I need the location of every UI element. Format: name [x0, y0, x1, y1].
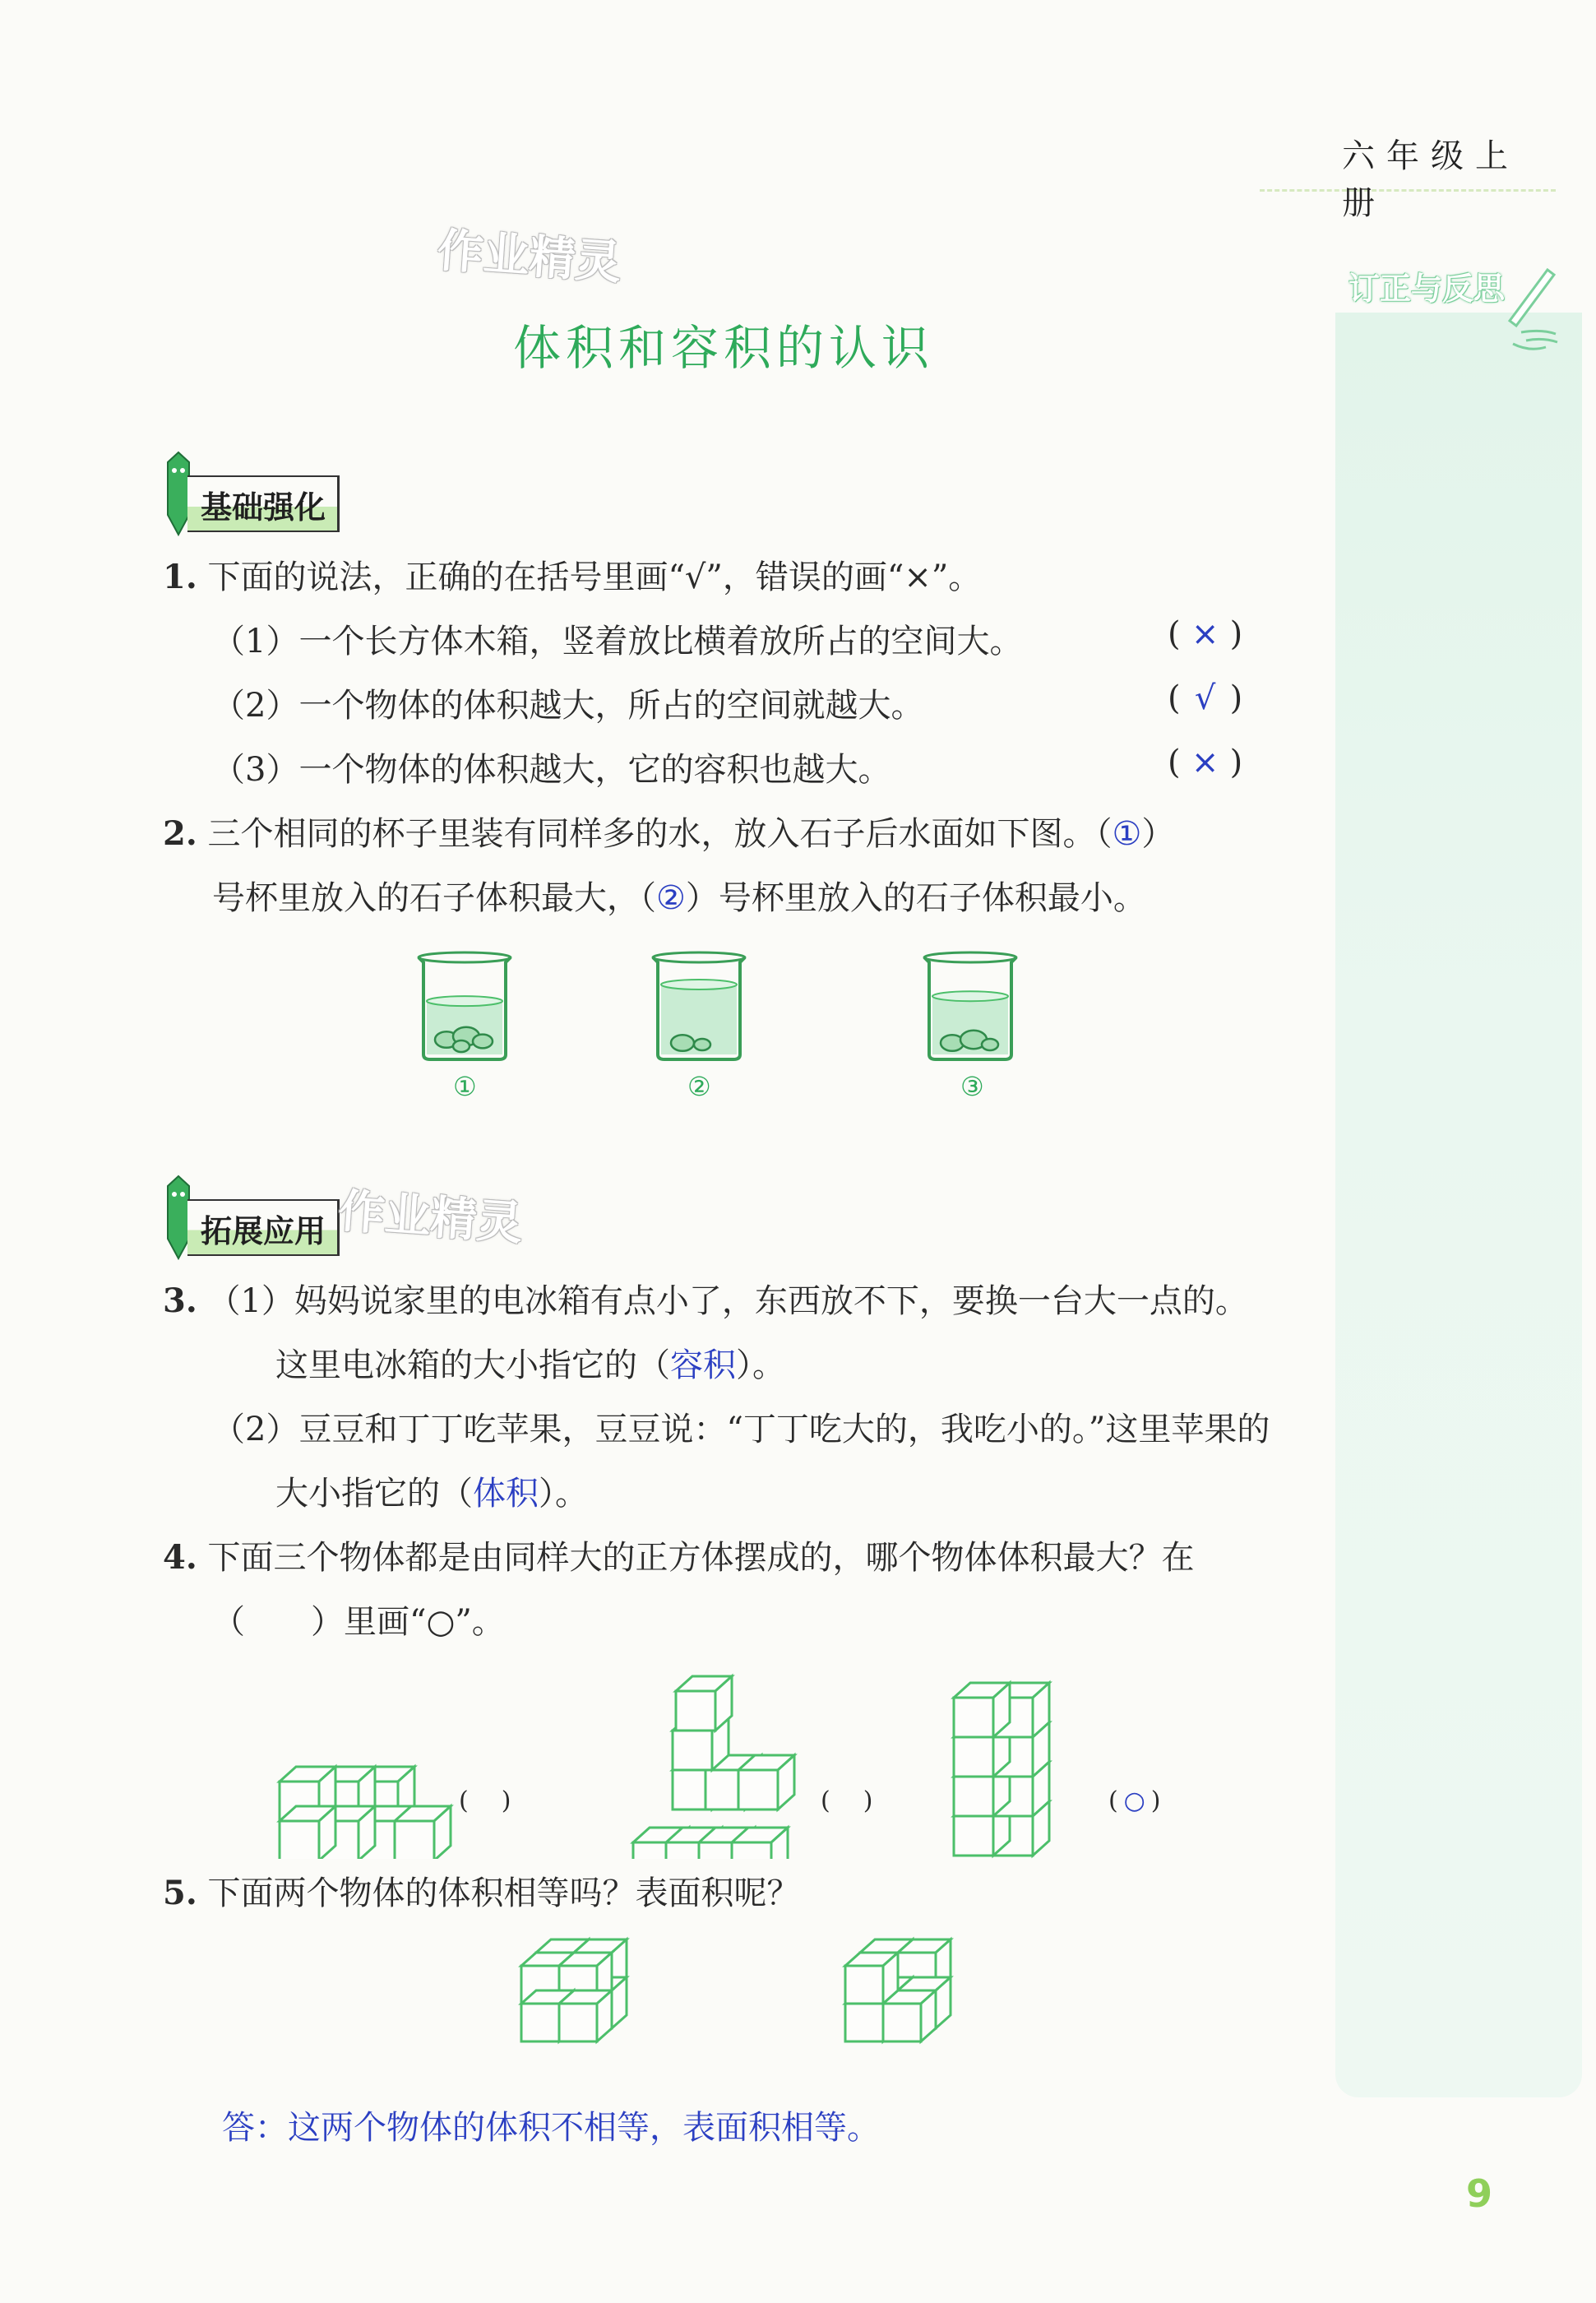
- stack2-cube: [738, 1755, 794, 1810]
- q2-text-1-end: ）: [1141, 815, 1175, 853]
- section-extend-label: 拓展应用: [187, 1199, 340, 1256]
- q4-text: 下面三个物体都是由同样大的正方体摆成的，哪个物体体积最大？在: [207, 1539, 1195, 1577]
- water-surface: [427, 996, 502, 1006]
- cup-label-1: ①: [453, 1071, 477, 1102]
- q5-answer: 答：这两个物体的体积不相等，表面积相等。: [222, 2109, 880, 2147]
- q5-text: 下面两个物体的体积相等吗？表面积呢？: [207, 1874, 800, 1912]
- q4-answer-1-parens: ( ): [459, 1786, 511, 1815]
- stack1-cube: [280, 1806, 335, 1859]
- q3-answer-2: 体积: [473, 1475, 539, 1513]
- cube-stacks-figure: [271, 1661, 1217, 1859]
- q1-text: 下面的说法，正确的在括号里画“√”，错误的画“×”。: [207, 558, 982, 596]
- q4-line-1: [163, 1531, 1194, 1578]
- stone: [694, 1039, 710, 1050]
- q1-number: 1.: [163, 558, 197, 596]
- beaker-3: [924, 952, 1016, 1059]
- q3-line-3: （2）豆豆和丁丁吃苹果，豆豆说：“丁丁吃大的，我吃小的。”这里苹果的: [212, 1411, 1270, 1448]
- stone: [453, 1040, 470, 1052]
- q5-cubes-figure: [493, 1933, 1003, 2089]
- section-basic-label: 基础强化: [187, 475, 340, 532]
- q1-item-2: （2）一个物体的体积越大，所占的空间就越大。: [212, 687, 924, 725]
- stack3-cube: [954, 1683, 1010, 1737]
- stone: [473, 1035, 493, 1049]
- watermark: 作业精灵: [435, 224, 623, 290]
- beakers-svg: [411, 946, 1036, 1069]
- beaker-rim: [653, 952, 745, 962]
- cup-label-2: ②: [687, 1071, 711, 1102]
- stack1-cube: [395, 1806, 451, 1859]
- correction-sidebar: [1335, 313, 1582, 2097]
- watermark: 作业精灵: [336, 1184, 525, 1251]
- section-basic: [164, 467, 411, 526]
- q2-text-1: 三个相同的杯子里装有同样多的水，放入石子后水面如下图。（: [207, 815, 1113, 853]
- q2-answer-2: ②: [656, 879, 686, 917]
- grade-header: [1260, 122, 1560, 222]
- beaker-1: [419, 952, 511, 1059]
- stone: [671, 1035, 694, 1051]
- q1-answer-1-parens: ( × ): [1168, 615, 1243, 653]
- q3-part1-text: （1）妈妈说家里的电冰箱有点小了，东西放不下，要换一台大一点的。: [207, 1282, 1248, 1320]
- beaker-rim: [419, 952, 511, 962]
- beaker-2: [653, 952, 745, 1059]
- q1-answer-2: √: [1194, 679, 1216, 717]
- q1-answer-2-parens: ( √ ): [1168, 679, 1243, 717]
- q2-number: 2.: [163, 814, 197, 853]
- correction-label: 订正与反思: [1349, 271, 1506, 307]
- q5-line: [163, 1867, 799, 1914]
- q3-part2-end: ）。: [539, 1475, 588, 1513]
- pen-icon: [1505, 262, 1562, 352]
- q4-line-2: （ ）里画“○”。: [212, 1603, 505, 1641]
- water-surface: [932, 991, 1008, 1001]
- q1-prompt: [163, 551, 981, 598]
- stack2-cube: [676, 1676, 732, 1731]
- q3-part2-text-b: 大小指它的（: [275, 1475, 473, 1513]
- q3-line-1: [163, 1275, 1248, 1322]
- q4-number: 4.: [163, 1538, 197, 1577]
- page-title: 体积和容积的认识: [512, 320, 934, 376]
- cup-label-3: ③: [960, 1071, 984, 1102]
- q3-number: 3.: [163, 1281, 197, 1320]
- q3-line-4: [275, 1467, 588, 1514]
- stone: [982, 1039, 998, 1050]
- q3-answer-1: 容积: [670, 1346, 736, 1384]
- beaker-figure: [411, 946, 1036, 1110]
- beaker-rim: [924, 952, 1016, 962]
- page-number: 9: [1466, 2171, 1493, 2216]
- q2-text-2b: ）号杯里放入的石子体积最小。: [685, 879, 1146, 917]
- q1-answer-3: ×: [1191, 744, 1219, 781]
- water-surface: [661, 980, 737, 989]
- q4-answer-3: ○: [1123, 1786, 1145, 1815]
- q3-part1-end: ）。: [736, 1346, 785, 1384]
- q4-answer-2-parens: ( ): [821, 1786, 873, 1815]
- q1-item-3: （3）一个物体的体积越大，它的容积也越大。: [212, 751, 891, 789]
- q2-line-2: [212, 872, 1146, 919]
- q2-line-1: [163, 808, 1174, 855]
- q5-left-front-cube: [559, 1990, 612, 2041]
- q5-number: 5.: [163, 1874, 197, 1912]
- q1-answer-3-parens: ( × ): [1168, 744, 1243, 781]
- q5-right-front-cube: [845, 1953, 898, 2004]
- q1-answer-1: ×: [1191, 615, 1219, 653]
- q3-part1-text-b: 这里电冰箱的大小指它的（: [275, 1346, 670, 1384]
- q3-line-2: [275, 1339, 785, 1386]
- q2-answer-1: ①: [1112, 815, 1142, 853]
- q2-text-2a: 号杯里放入的石子体积最大，（: [212, 879, 656, 917]
- grade-label: 六年级上册: [1342, 137, 1520, 222]
- q4-answer-3-parens: ( ○ ): [1108, 1786, 1161, 1815]
- q1-item-1: （1）一个长方体木箱，竖着放比横着放所占的空间大。: [212, 623, 1023, 660]
